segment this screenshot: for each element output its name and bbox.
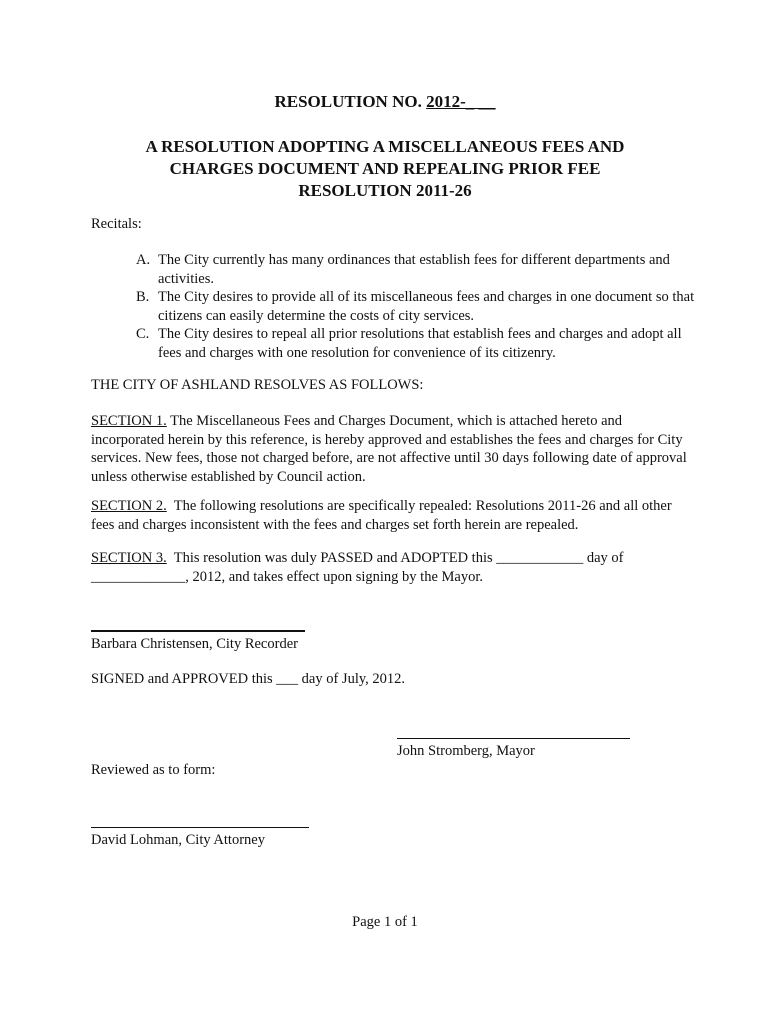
attorney-signature-line [91,827,309,828]
resolution-number-heading [0,92,770,112]
reviewed-as-to-form: Reviewed as to form: [91,762,216,778]
recitals-heading: Recitals: [91,216,142,232]
section-1 [91,412,691,486]
section-2-text: The following resolutions are specifically repealed: Resolutions 2011-26 and all other fees and charges inconsistent with the fees and charges set forth herein are repealed. [91,498,676,533]
mayor-signature-line [397,738,630,739]
section-3-text: This resolution was duly PASSED and ADOPTED this ____________ day of _____________, 2012, and takes effect upon signing by the Mayor. [91,550,628,585]
title-line-2: CHARGES DOCUMENT AND REPEALING PRIOR FEE [169,159,601,178]
recital-item [136,325,696,362]
recital-text: The City desires to provide all of its miscellaneous fees and charges in one document so that citizens can easily determine the costs of city services. [158,289,695,324]
resolves-statement: THE CITY OF ASHLAND RESOLVES AS FOLLOWS: [91,377,424,393]
section-2 [91,497,691,534]
section-1-label: SECTION 1. [91,413,167,429]
recital-text: The City desires to repeal all prior resolutions that establish fees and charges and adopt all fees and charges with one resolution for convenience of its citizenry. [158,326,682,361]
recital-letter: C. [136,326,150,342]
page-number: Page 1 of 1 [352,914,418,930]
recitals-list [136,251,696,362]
title-line-3: RESOLUTION 2011-26 [298,181,472,200]
section-3-label: SECTION 3. [91,550,167,566]
recital-item [136,251,696,288]
section-3 [91,549,691,586]
recital-text: The City currently has many ordinances that establish fees for different departments and activities. [158,252,670,287]
section-1-text: The Miscellaneous Fees and Charges Document, which is attached hereto and incorporated herein by this reference, is hereby approved and establishes the fees and charges for City services. New fees, those not charged before, are not affective until 30 days following date of approval unless otherwise established by Council action. [91,413,687,485]
mayor-name: John Stromberg, Mayor [397,743,535,759]
recorder-signature-line [91,630,305,632]
section-2-label: SECTION 2. [91,498,167,514]
signed-approved-statement: SIGNED and APPROVED this ___ day of July, 2012. [91,671,406,687]
resolution-prefix: RESOLUTION NO. [274,92,427,111]
recital-item [136,288,696,325]
resolution-number: 2012-_ __ [426,92,496,111]
attorney-name: David Lohman, City Attorney [91,832,265,848]
title-line-1: A RESOLUTION ADOPTING A MISCELLANEOUS FEES AND [145,137,625,156]
recital-letter: A. [136,252,151,268]
recorder-name: Barbara Christensen, City Recorder [91,636,298,652]
recital-letter: B. [136,289,150,305]
